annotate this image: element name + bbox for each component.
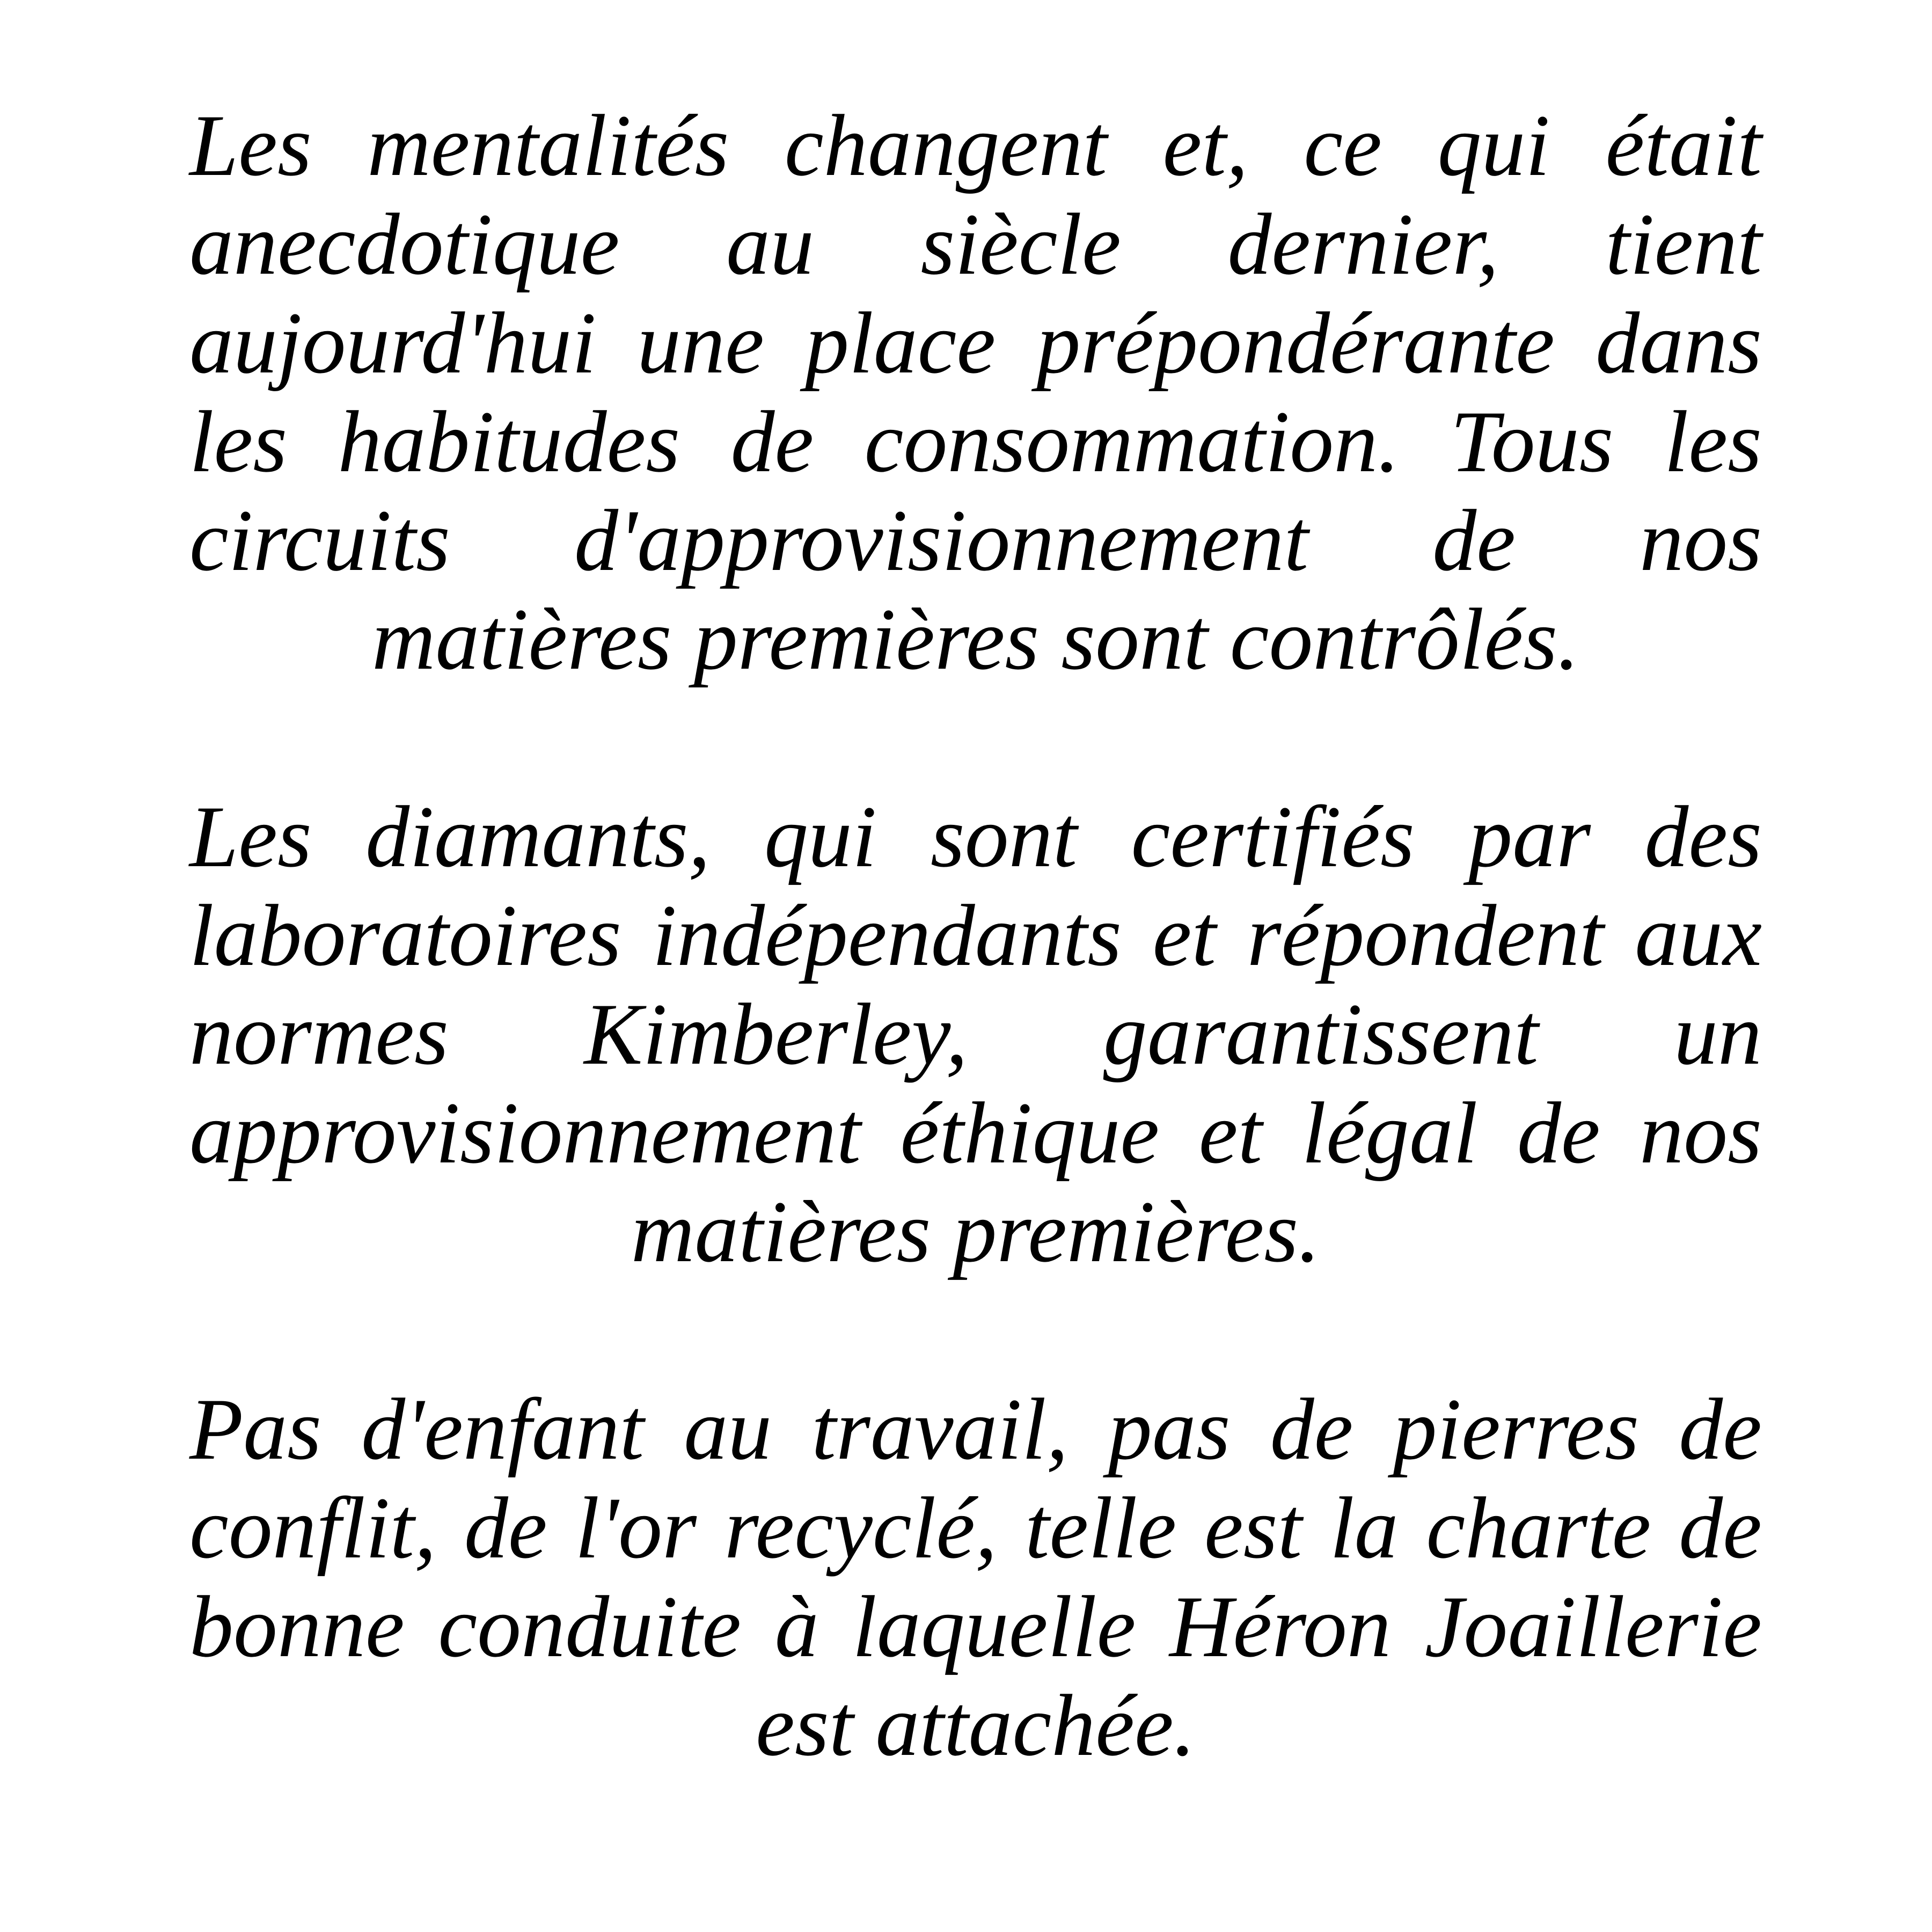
text-block xyxy=(189,97,1762,1775)
paragraph-charter: Pas d'enfant au travail, pas de pierres de conflit, de l'or recyclé, telle est la charte de bonne conduite à laquelle Héron Joaillerie est attachée. xyxy=(189,1381,1762,1774)
paragraph-sourcing: Les mentalités changent et, ce qui était anecdotique au siècle dernier, tient aujourd'hui une place prépondérante dans les habitudes de consommation. Tous les circuits d'approvisionnement de nos matières premières sont contrôlés. xyxy=(189,97,1762,688)
paragraph-diamonds: Les diamants, qui sont certifiés par des laboratoires indépendants et répondent aux normes Kimberley, garantissent un approvisionnement éthique et légal de nos matières premières. xyxy=(189,788,1762,1280)
